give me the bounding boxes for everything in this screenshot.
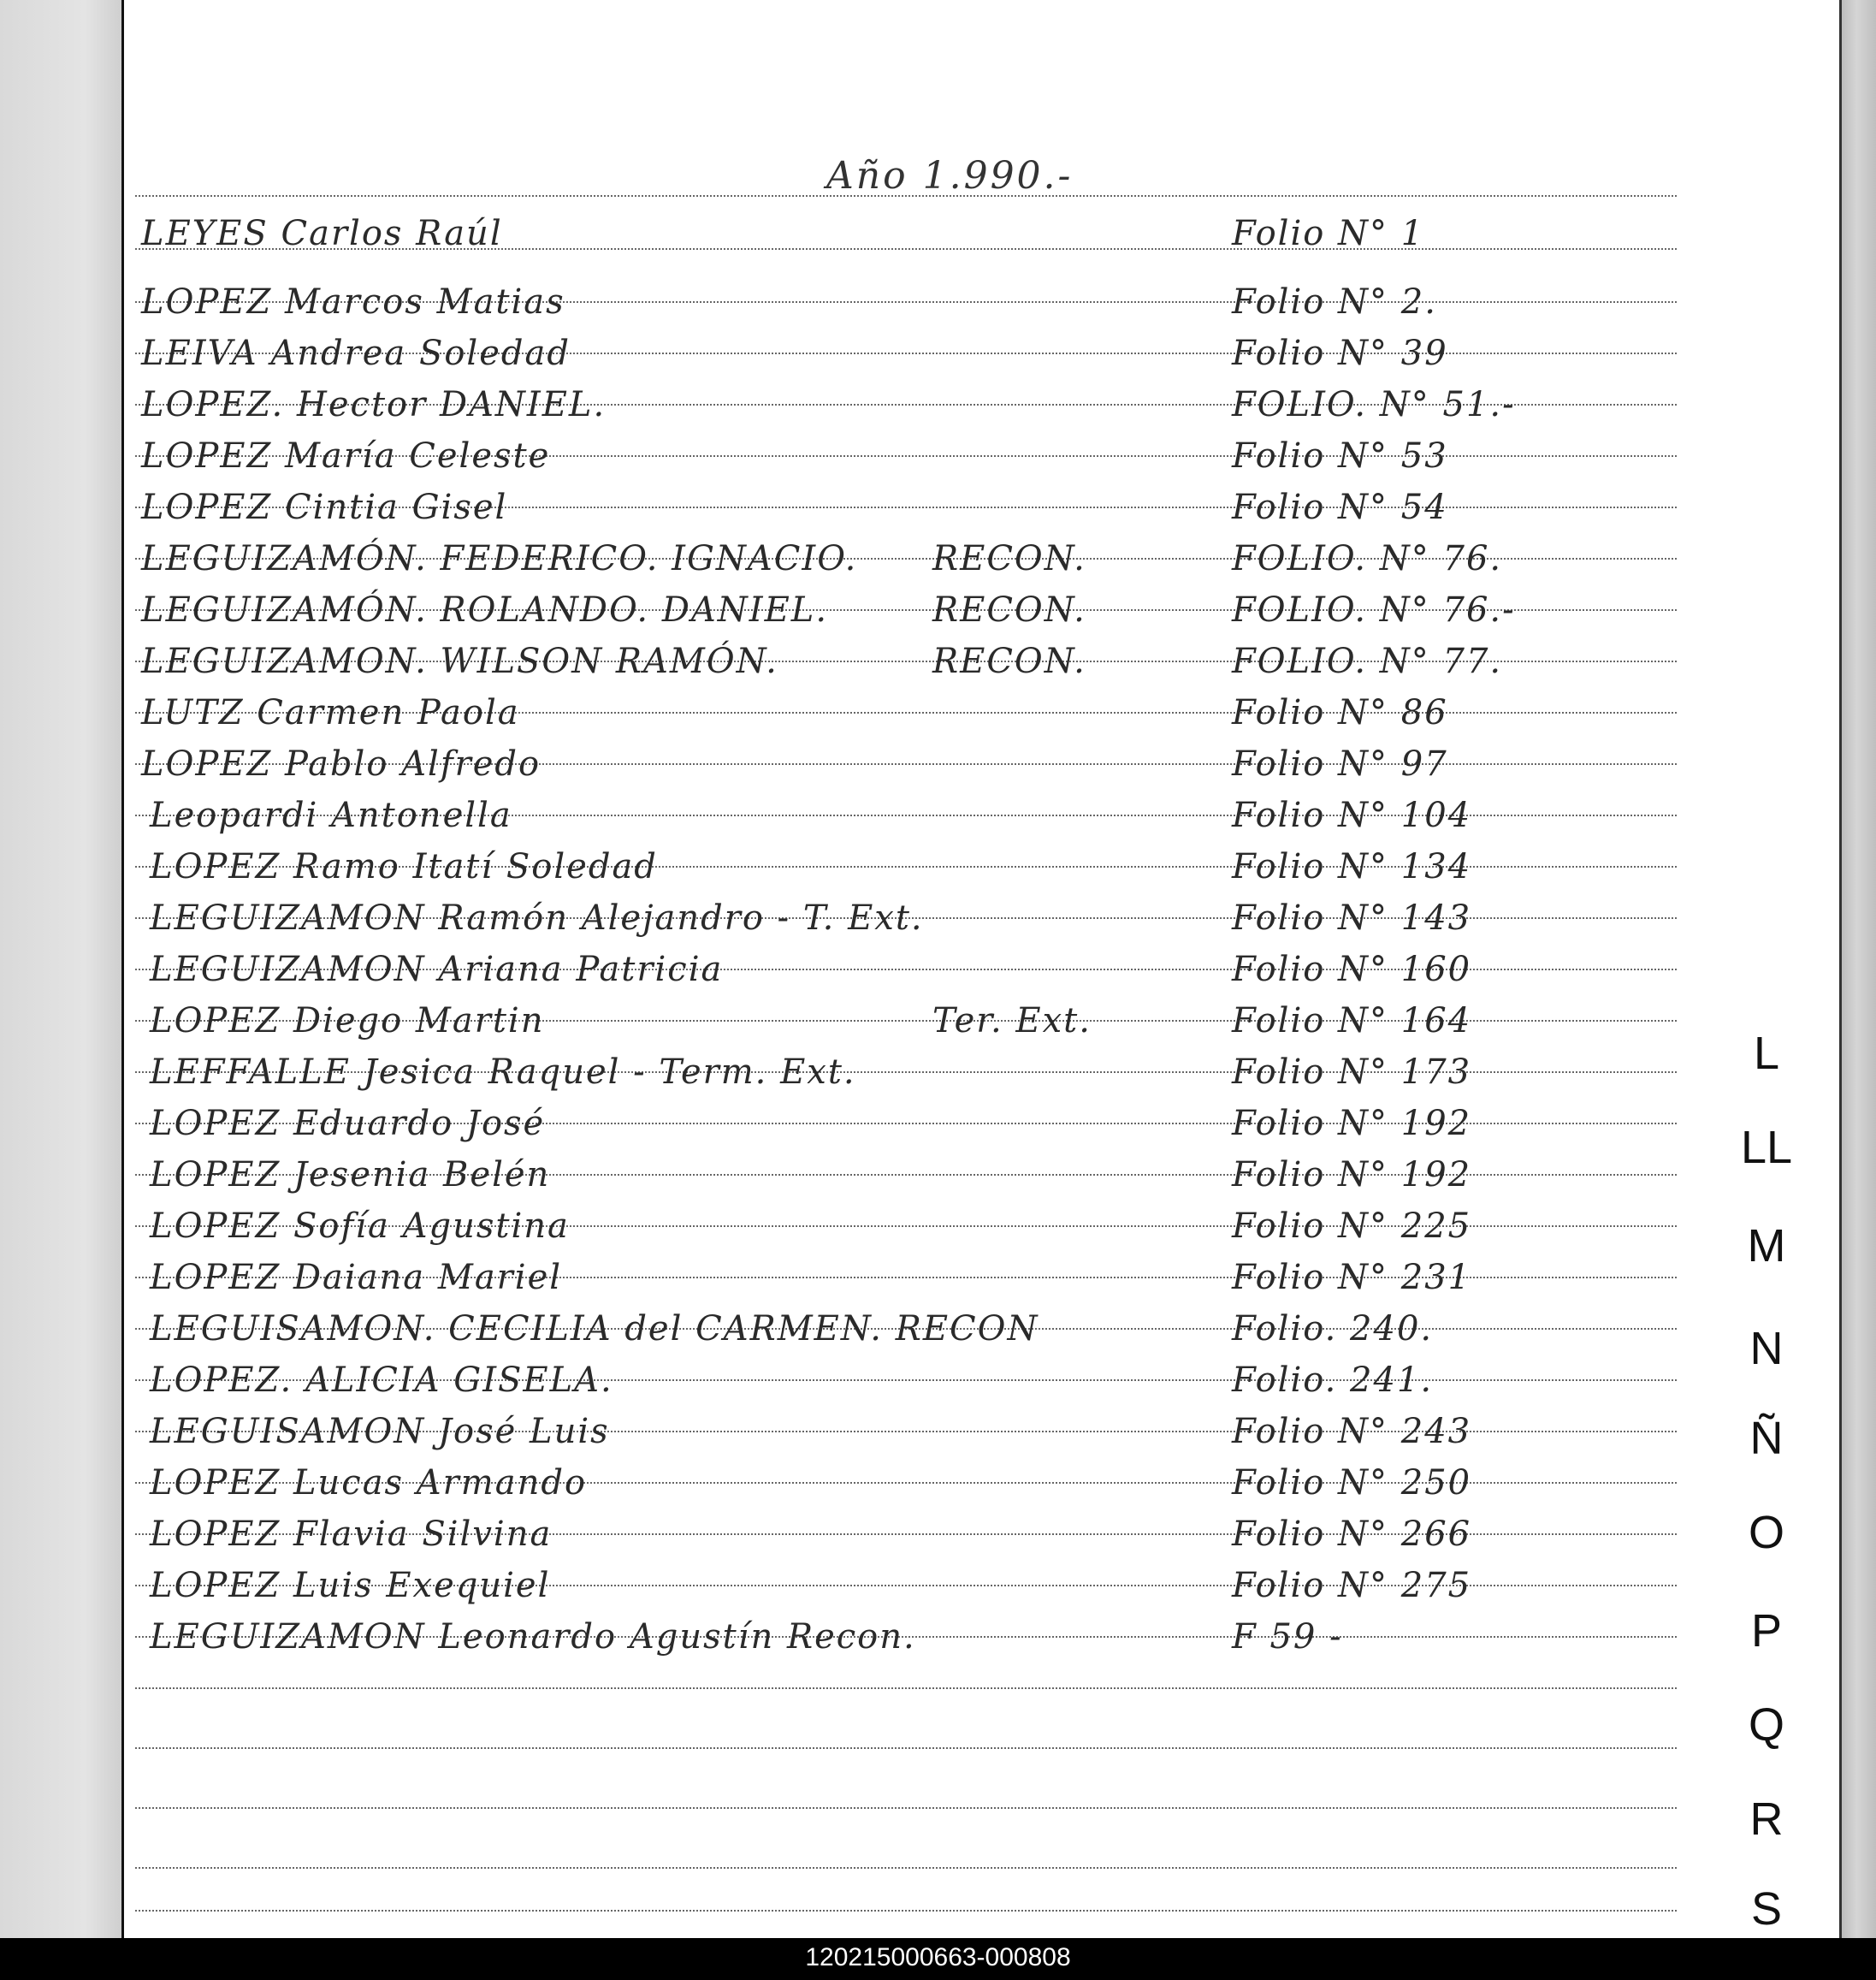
footer-bar (0, 1938, 1876, 1980)
entry-name: LOPEZ Marcos Matias (141, 282, 565, 322)
index-tab-letter[interactable]: P (1750, 1605, 1783, 1657)
entry-name: LEGUIZAMÓN. FEDERICO. IGNACIO. (141, 539, 858, 578)
entry-folio: FOLIO. N° 76.- (1232, 590, 1516, 630)
entry-name: LEGUIZAMON Ariana Patricia (150, 950, 724, 989)
entry-folio: Folio N° 192 (1232, 1104, 1472, 1143)
entry-name: LOPEZ Diego Martin (150, 1001, 545, 1040)
entry-name: LOPEZ Cintia Gisel (141, 488, 508, 527)
entry-folio: F 59 - (1232, 1617, 1343, 1657)
entry-name: LEGUIZAMON. WILSON RAMÓN. (141, 642, 778, 681)
ruled-line (135, 1747, 1677, 1749)
entry-folio: Folio N° 275 (1232, 1566, 1472, 1605)
entry-name: LOPEZ María Celeste (141, 436, 551, 476)
entry-name: LEGUIZAMON Ramón Alejandro - T. Ext. (150, 898, 924, 938)
entry-name: LEYES Carlos Raúl (141, 214, 503, 253)
entry-name: LEIVA Andrea Soledad (141, 334, 571, 373)
ruled-line (135, 1687, 1677, 1689)
entry-name: LOPEZ Ramo Itatí Soledad (150, 847, 658, 886)
entry-name: LUTZ Carmen Paola (141, 693, 520, 732)
entry-name: LEGUIZAMON Leonardo Agustín Recon. (150, 1617, 916, 1657)
page-title: Año 1.990.- (826, 154, 1074, 198)
entry-folio: FOLIO. N° 51.- (1232, 385, 1516, 424)
entry-folio: Folio N° 225 (1232, 1206, 1472, 1246)
entry-name: LOPEZ Luis Exequiel (150, 1566, 551, 1605)
entry-folio: Folio N° 104 (1232, 796, 1472, 835)
entry-note: RECON. (932, 642, 1086, 681)
entry-name: LOPEZ Jesenia Belén (150, 1155, 551, 1195)
entry-folio: Folio. 240. (1232, 1309, 1434, 1349)
entry-name: LOPEZ Sofía Agustina (150, 1206, 570, 1246)
entry-folio: Folio N° 266 (1232, 1515, 1472, 1554)
index-tab-letter[interactable]: Ñ (1749, 1413, 1784, 1464)
entry-folio: Folio N° 164 (1232, 1001, 1472, 1040)
document-id: 120215000663-000808 (805, 1943, 1071, 1971)
entry-folio: Folio N° 134 (1232, 847, 1472, 886)
entry-name: Leopardi Antonella (150, 796, 512, 835)
index-tab-letter[interactable]: LL (1740, 1122, 1793, 1173)
entry-folio: Folio N° 160 (1232, 950, 1472, 989)
entry-name: LEFFALLE Jesica Raquel - Term. Ext. (150, 1052, 856, 1092)
entry-folio: Folio N° 86 (1232, 693, 1448, 732)
index-tab-letter[interactable]: O (1748, 1507, 1784, 1558)
entry-note: Ter. Ext. (932, 1001, 1092, 1040)
entry-name: LEGUISAMON José Luis (150, 1412, 610, 1451)
index-tab-letter[interactable]: N (1749, 1323, 1784, 1374)
index-tab-letter[interactable]: R (1749, 1793, 1784, 1845)
entry-folio: Folio N° 54 (1232, 488, 1448, 527)
entry-folio: Folio N° 39 (1232, 334, 1448, 373)
entry-name: LOPEZ Eduardo José (150, 1104, 546, 1143)
entry-note: RECON. (932, 539, 1086, 578)
entry-note: RECON. (932, 590, 1086, 630)
entry-folio: Folio N° 97 (1232, 744, 1448, 784)
entry-name: LEGUIZAMÓN. ROLANDO. DANIEL. (141, 590, 829, 630)
entry-name: LOPEZ Lucas Armando (150, 1463, 588, 1503)
index-tab-letter[interactable]: Q (1748, 1699, 1784, 1751)
entry-folio: Folio N° 192 (1232, 1155, 1472, 1195)
entry-name: LOPEZ Flavia Silvina (150, 1515, 553, 1554)
ruled-line (135, 1867, 1677, 1869)
entry-folio: Folio N° 250 (1232, 1463, 1472, 1503)
entry-folio: Folio N° 143 (1232, 898, 1472, 938)
entry-name: LOPEZ. ALICIA GISELA. (150, 1361, 613, 1400)
entry-folio: Folio N° 1 (1232, 214, 1425, 253)
entry-folio: FOLIO. N° 77. (1232, 642, 1503, 681)
entry-folio: Folio N° 243 (1232, 1412, 1472, 1451)
entry-folio: Folio N° 53 (1232, 436, 1448, 476)
entry-folio: FOLIO. N° 76. (1232, 539, 1503, 578)
page-stack-edge (1839, 0, 1876, 1938)
binding-strip (0, 0, 121, 1938)
entry-folio: Folio N° 173 (1232, 1052, 1472, 1092)
entry-folio: Folio. 241. (1232, 1361, 1434, 1400)
ruled-line (135, 1910, 1677, 1912)
index-tab-letter[interactable]: L (1753, 1028, 1780, 1079)
entry-name: LOPEZ. Hector DANIEL. (141, 385, 607, 424)
entry-name: LEGUISAMON. CECILIA del CARMEN. RECON (150, 1309, 1039, 1349)
ruled-line (135, 1807, 1677, 1809)
entry-name: LOPEZ Daiana Mariel (150, 1258, 563, 1297)
index-tab-letter[interactable]: S (1750, 1883, 1783, 1935)
entry-folio: Folio N° 2. (1232, 282, 1437, 322)
alphabet-index-tabs (1707, 1001, 1826, 1938)
entry-name: LOPEZ Pablo Alfredo (141, 744, 541, 784)
index-tab-letter[interactable]: M (1747, 1220, 1786, 1272)
entry-folio: Folio N° 231 (1232, 1258, 1472, 1297)
